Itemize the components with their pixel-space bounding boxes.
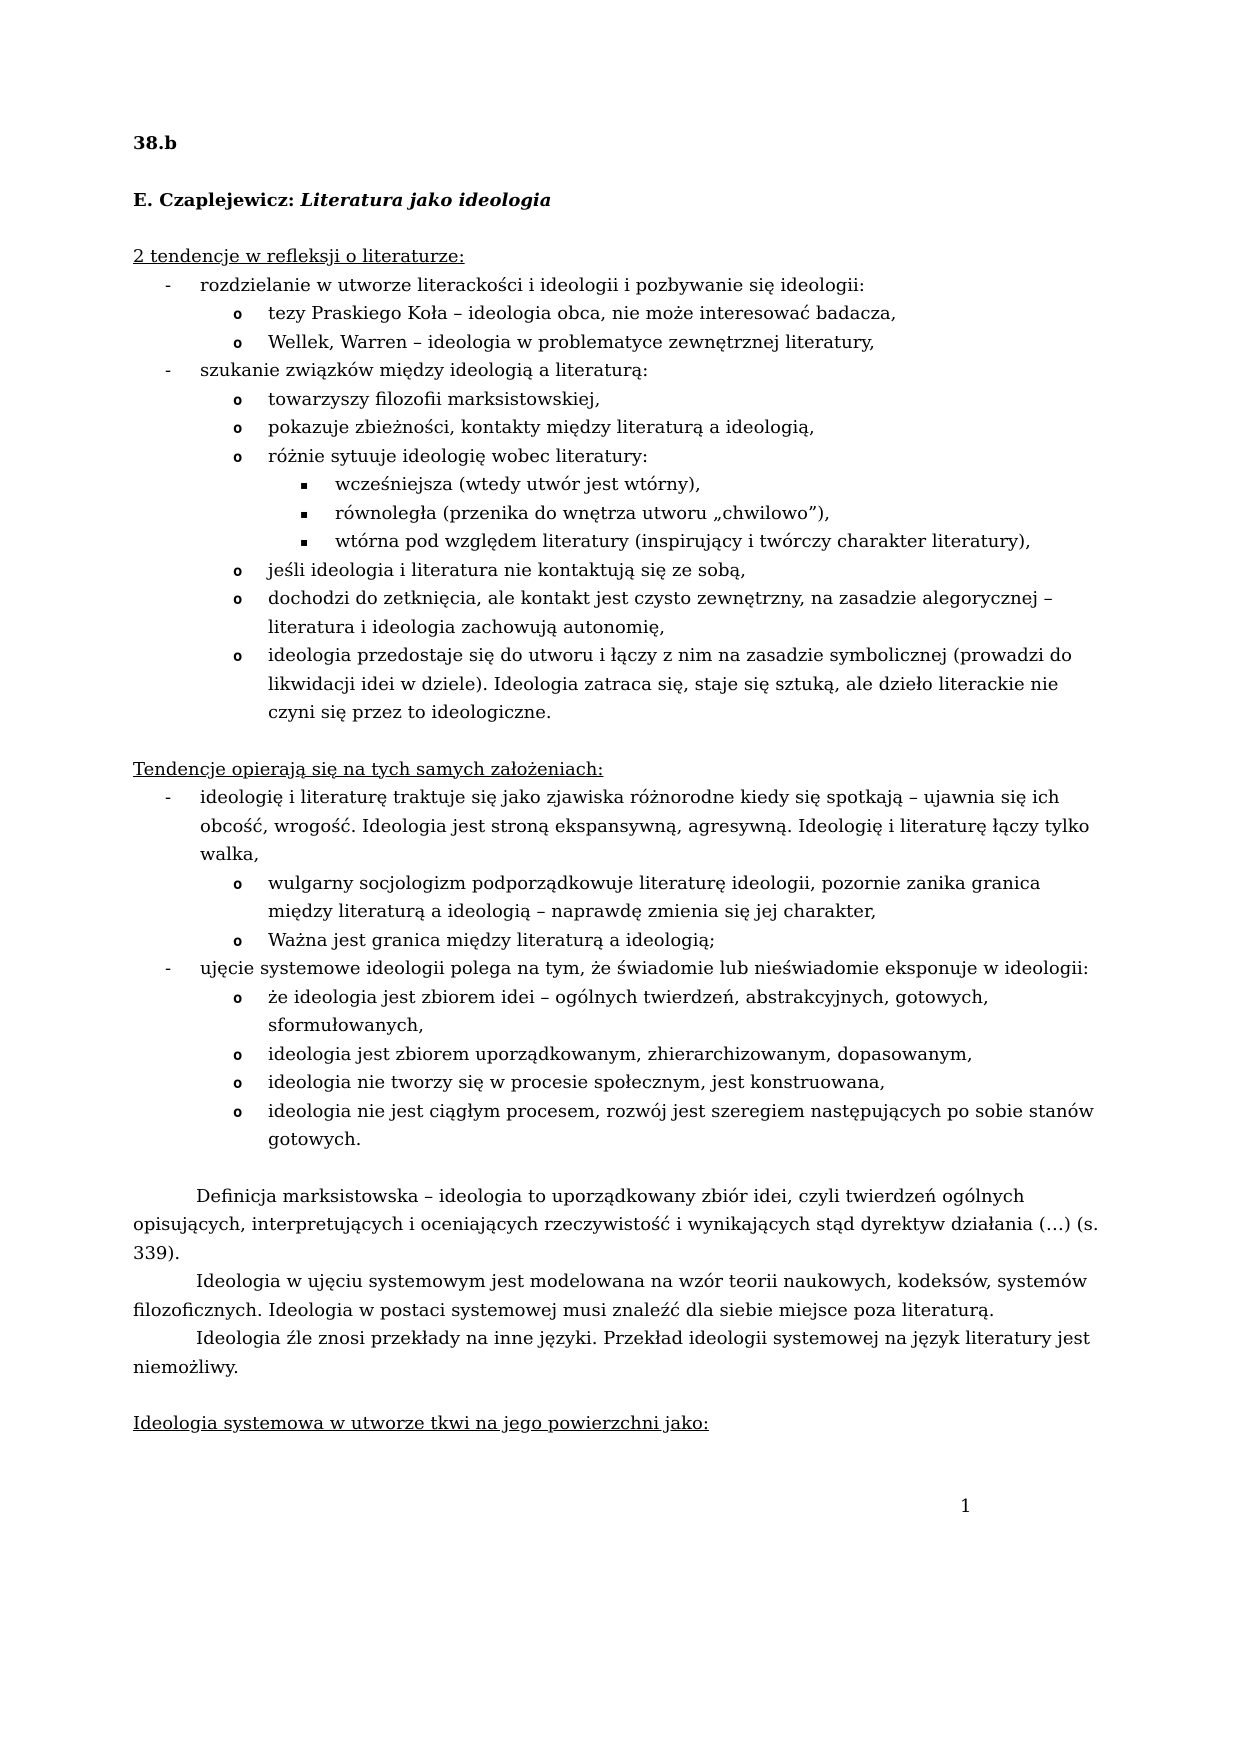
list-item-text: ujęcie systemowe ideologii polega na tym, że świadomie lub nieświadomie eksponuje w ideologii:: [200, 958, 1089, 979]
square-bullet: ▪: [300, 535, 309, 549]
list-item-text: ideologia przedostaje się do utworu i łączy z nim na zasadzie symbolicznej (prowadzi do likwidacji idei w dziele). Ideologia zatraca się, staje się sztuką, ale dzieło literackie nie czyni się przez to ideologiczne.: [268, 645, 1072, 723]
list-item: [133, 984, 1110, 1041]
list-item-text: ideologia jest zbiorem uporządkowanym, zhierarchizowanym, dopasowanym,: [268, 1043, 973, 1065]
list-item: [133, 357, 1110, 386]
body-paragraphs: [133, 1183, 1110, 1383]
circle-bullet: o: [233, 419, 243, 437]
list-item: [133, 955, 1110, 984]
list-item: [133, 528, 1110, 557]
list-item-text: dochodzi do zetknięcia, ale kontakt jest czysto zewnętrzny, na zasadzie alegorycznej – literatura i ideologia zachowują autonomię,: [268, 588, 1053, 638]
doc-title: [133, 187, 1110, 216]
section-2-list: [133, 784, 1110, 1155]
circle-bullet: o: [233, 931, 243, 950]
list-item: [133, 329, 1110, 358]
list-item: [133, 471, 1110, 500]
section-2: [133, 756, 1110, 1155]
list-item: [133, 784, 1110, 870]
list-item: [133, 272, 1110, 301]
list-item: [133, 1069, 1110, 1098]
paragraph: Ideologia w ujęciu systemowym jest modelowana na wzór teorii naukowych, kodeksów, systemów filozoficznych. Ideologia w postaci systemowej musi znaleźć dla siebie miejsce poza literaturą.: [133, 1271, 1088, 1321]
circle-bullet: o: [233, 390, 243, 409]
circle-bullet: o: [233, 874, 243, 893]
section-heading: 2 tendencje w refleksji o literaturze:: [133, 246, 465, 267]
circle-bullet: o: [233, 1102, 243, 1121]
circle-bullet: o: [233, 447, 243, 466]
list-item: [133, 870, 1110, 927]
list-item-text: wulgarny socjologizm podporządkowuje literaturę ideologii, pozornie zanika granica między literaturą a ideologią – naprawdę zmienia się jej charakter,: [268, 872, 1041, 922]
section-1-list: [133, 272, 1110, 728]
list-item: [133, 1041, 1110, 1070]
list-item: [133, 500, 1110, 529]
dash-bullet: -: [165, 274, 172, 296]
list-item: [133, 386, 1110, 415]
dash-bullet: -: [165, 787, 172, 808]
page-number: 1: [960, 1496, 972, 1517]
list-item-text: wtórna pod względem literatury (inspirujący i twórczy charakter literatury),: [335, 531, 1031, 552]
circle-bullet: o: [233, 1074, 243, 1092]
circle-bullet: o: [233, 590, 243, 608]
list-item-text: ideologia nie tworzy się w procesie społecznym, jest konstruowana,: [268, 1072, 886, 1093]
circle-bullet: o: [233, 561, 243, 580]
list-item: [133, 414, 1110, 443]
list-item-text: różnie sytuuje ideologię wobec literatury:: [268, 445, 649, 467]
document-content: [133, 130, 1110, 1439]
list-item-text: ideologia nie jest ciągłym procesem, rozwój jest szeregiem następujących po sobie stanów gotowych.: [268, 1100, 1094, 1150]
list-item: [133, 642, 1110, 728]
paragraph: Definicja marksistowska – ideologia to uporządkowany zbiór idei, czyli twierdzeń ogólnych opisujących, interpretujących i oceniających rzeczywistość i wynikających stąd dyrektyw działania (…) (s. 339).: [133, 1185, 1099, 1264]
dash-bullet: -: [165, 958, 172, 979]
circle-bullet: o: [233, 647, 243, 665]
paragraph: Ideologia źle znosi przekłady na inne języki. Przekład ideologii systemowej na język literatury jest niemożliwy.: [133, 1328, 1091, 1378]
list-item: [133, 557, 1110, 586]
square-bullet: ▪: [300, 506, 309, 521]
circle-bullet: o: [233, 305, 243, 323]
list-item-text: rozdzielanie w utworze literackości i ideologii i pozbywanie się ideologii:: [200, 274, 865, 296]
list-item-text: równoległa (przenika do wnętrza utworu „chwilowo”),: [335, 502, 830, 524]
list-item: [133, 927, 1110, 956]
section-heading: Ideologia systemowa w utworze tkwi na jego powierzchni jako:: [133, 1413, 709, 1434]
section-1: [133, 243, 1110, 728]
list-item: [133, 1098, 1110, 1155]
circle-bullet: o: [233, 1045, 243, 1064]
list-item-text: tezy Praskiego Koła – ideologia obca, nie może interesować badacza,: [268, 303, 897, 324]
section-heading: Tendencje opierają się na tych samych założeniach:: [133, 758, 604, 780]
list-item-text: Ważna jest granica między literaturą a ideologią;: [268, 929, 716, 951]
list-item: [133, 585, 1110, 642]
circle-bullet: o: [233, 988, 243, 1007]
square-bullet: ▪: [300, 478, 309, 492]
list-item: [133, 300, 1110, 329]
list-item-text: jeśli ideologia i literatura nie kontaktują się ze sobą,: [268, 559, 746, 581]
circle-bullet: o: [233, 333, 243, 352]
author-name: E. Czaplejewicz:: [133, 189, 295, 211]
list-item-text: szukanie związków między ideologią a literaturą:: [200, 360, 649, 381]
list-item: [133, 443, 1110, 472]
list-item-text: wcześniejsza (wtedy utwór jest wtórny),: [335, 474, 701, 495]
work-title: Literatura jako ideologia: [300, 189, 552, 211]
list-item-text: ideologię i literaturę traktuje się jako zjawiska różnorodne kiedy się spotkają – ujawnia się ich obcość, wrogość. Ideologia jest stroną ekspansywną, agresywną. Ideologię i literaturę łączy tylko walka,: [200, 787, 1090, 865]
list-item-text: Wellek, Warren – ideologia w problematyce zewnętrznej literatury,: [268, 331, 875, 353]
dash-bullet: -: [165, 360, 172, 381]
list-item-text: pokazuje zbieżności, kontakty między literaturą a ideologią,: [268, 417, 815, 438]
list-item-text: towarzyszy filozofii marksistowskiej,: [268, 388, 601, 410]
list-item-text: że ideologia jest zbiorem idei – ogólnych twierdzeń, abstrakcyjnych, gotowych, sformułowanych,: [268, 986, 989, 1036]
doc-number: 38.b: [133, 133, 177, 154]
